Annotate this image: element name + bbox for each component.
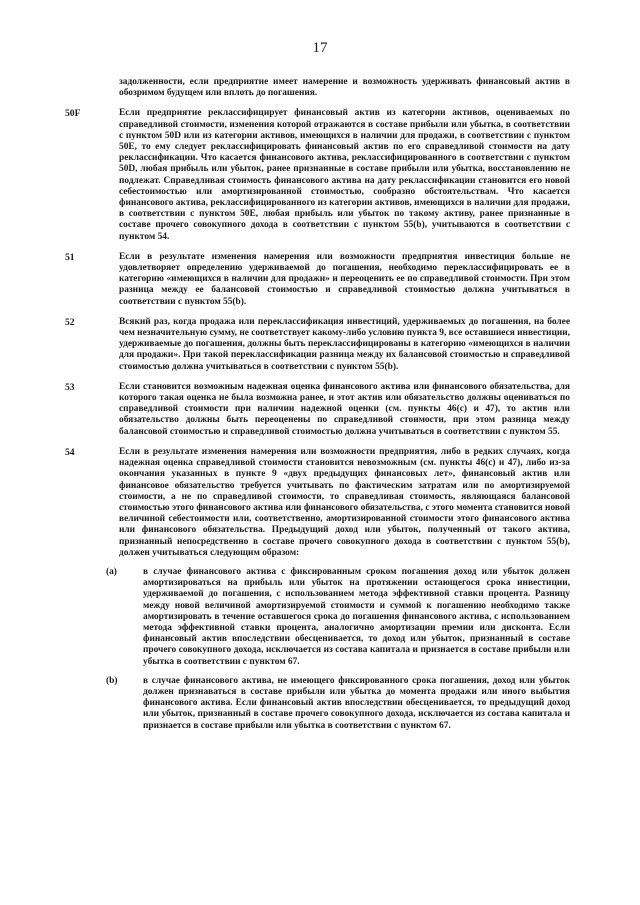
subitem-a xyxy=(0,567,640,668)
paragraph-text: Если в результате изменения намерения или возможности предприятия инвестиция больше не удовлетворяет определению удерживаемой до погашения, необходимо переклассифицировать ее в категорию «имеющихся в наличии для продажи» и переоценить ее по справедливой стоимости. При этом разница между ее балансовой стоимостью и справедливой стоимостью должна учитываться в соответствии с пунктом 55(b). xyxy=(119,251,570,307)
paragraph-51 xyxy=(0,252,640,308)
paragraph-number: 53 xyxy=(65,381,75,393)
paragraph-text: Всякий раз, когда продажа или переклассификация инвестиций, удерживаемых до погашения, на более чем незначительную сумму, не соответствует какому-либо условию пункта 9, все оставшиеся инвестиции, удерживаемые до погашения, должны быть переклассифицированы в категорию «имеющихся в наличии для продажи». При такой переклассификации разница между их балансовой стоимостью и справедливой стоимостью должна учитываться в соответствии с пунктом 55(b). xyxy=(119,316,570,372)
subitem-text: в случае финансового актива с фиксированным сроком погашения доход или убыток должен амортизироваться на прибыль или убыток на протяжении остающегося срока инвестиции, удерживаемой до погашения, с использованием метода эффективной ставки процента. Разницу между новой величиной амортизируемой стоимости и суммой к погашению необходимо также амортизировать в течение оставшегося срока до погашения финансового актива, с использованием метода эффективной ставки процента, аналогично амортизации премии или дисконта. Если финансовый актив впоследствии обесценивается, то доход или убыток, признанный в составе прочего совокупного дохода, исключается из состава капитала и признается в составе прибыли или убытка в соответствии с пунктом 67. xyxy=(143,566,570,667)
paragraph-text: Если в результате изменения намерения или возможности предприятия, либо в редких случаях, когда надежная оценка справедливой стоимости становится невозможным (см. пункты 46(c) и 47), либо из-за окончания указанных в пункте 9 «двух предыдущих финансовых лет», финансовый актив или финансовое обязательство требуется учитывать по фактическим затратам или по амортизируемой стоимости, а не по справедливой стоимости, то справедливая стоимость, являющаяся балансовой стоимостью этого финансового актива или финансового обязательства, с этого момента становится новой величиной себестоимости или, соответственно, амортизированной стоимости этого финансового актива или финансового обязательства. Предыдущий доход или убыток, полученный от такого актива, признанный непосредственно в составе прочего совокупного дохода в соответствии с пунктом 55(b), должен учитываться следующим образом: xyxy=(119,446,570,558)
intro-text: задолженности, если предприятие имеет намерение и возможность удерживать финансовый актив в обозримом будущем или вплоть до погашения. xyxy=(119,77,570,99)
paragraph-text: Если предприятие реклассифицирует финансовый актив из категории активов, оцениваемых по справедливой стоимости, изменения которой отражаются в составе прибыли или убытка, в соответствии с пунктом 50D или из категории активов, имеющихся в наличии для продажи, в соответствии с пунктом 50E, то ему следует реклассифицировать финансовый актив по его справедливой стоимости на дату реклассификации. Что касается финансового актива, реклассифицированного в соответствии с пунктом 50D, любая прибыль или убыток, ранее признанные в составе прибыли или убытка, восстановлению не подлежат. Справедливая стоимость финансового актива на дату реклассификации становится его новой себестоимостью или амортизированной стоимостью, сообразно обстоятельствам. Что касается финансового актива, реклассифицированного из категории активов, имеющихся в наличии для продажи, в соответствии с пунктом 50E, любая прибыль или убыток по такому активу, ранее признанные в составе прочего совокупного дохода в соответствии с пунктом 55(b), учитываются в соответствии с пунктом 54. xyxy=(119,108,570,242)
subitem-b xyxy=(0,676,640,732)
paragraph-50f xyxy=(0,108,640,242)
paragraph-number: 54 xyxy=(65,446,75,458)
subitem-text: в случае финансового актива, не имеющего фиксированного срока погашения, доход или убыток должен признаваться в составе прибыли или убытка до момента продажи или иного выбытия финансового актива. Если финансовый актив впоследствии обесценивается, то предыдущий доход или убыток, признанный в составе прочего совокупного дохода, исключается из состава капитала и признается в составе прибыли или убытка в соответствии с пунктом 67. xyxy=(143,675,570,731)
page-body xyxy=(0,77,640,732)
paragraph-number: 50F xyxy=(65,108,81,120)
paragraph-number: 52 xyxy=(65,316,75,328)
paragraph-54 xyxy=(0,447,640,559)
paragraph-53 xyxy=(0,382,640,438)
paragraph-text: Если становится возможным надежная оценка финансового актива или финансового обязательства, для которого такая оценка не была возможна ранее, и этот актив или обязательство должны оцениваться по справедливой стоимости при наличии надежной оценки (см. пункты 46(c) и 47), то актив или обязательство должны быть переоценены по справедливой стоимости, при этом разница между балансовой стоимостью и справедливой стоимостью должна учитываться в соответствии с пунктом 55. xyxy=(119,381,570,437)
subitem-label: (a) xyxy=(106,566,117,577)
page-number: 17 xyxy=(312,40,328,56)
subitem-label: (b) xyxy=(106,675,118,686)
paragraph-52 xyxy=(0,317,640,373)
paragraph-number: 51 xyxy=(65,251,75,263)
